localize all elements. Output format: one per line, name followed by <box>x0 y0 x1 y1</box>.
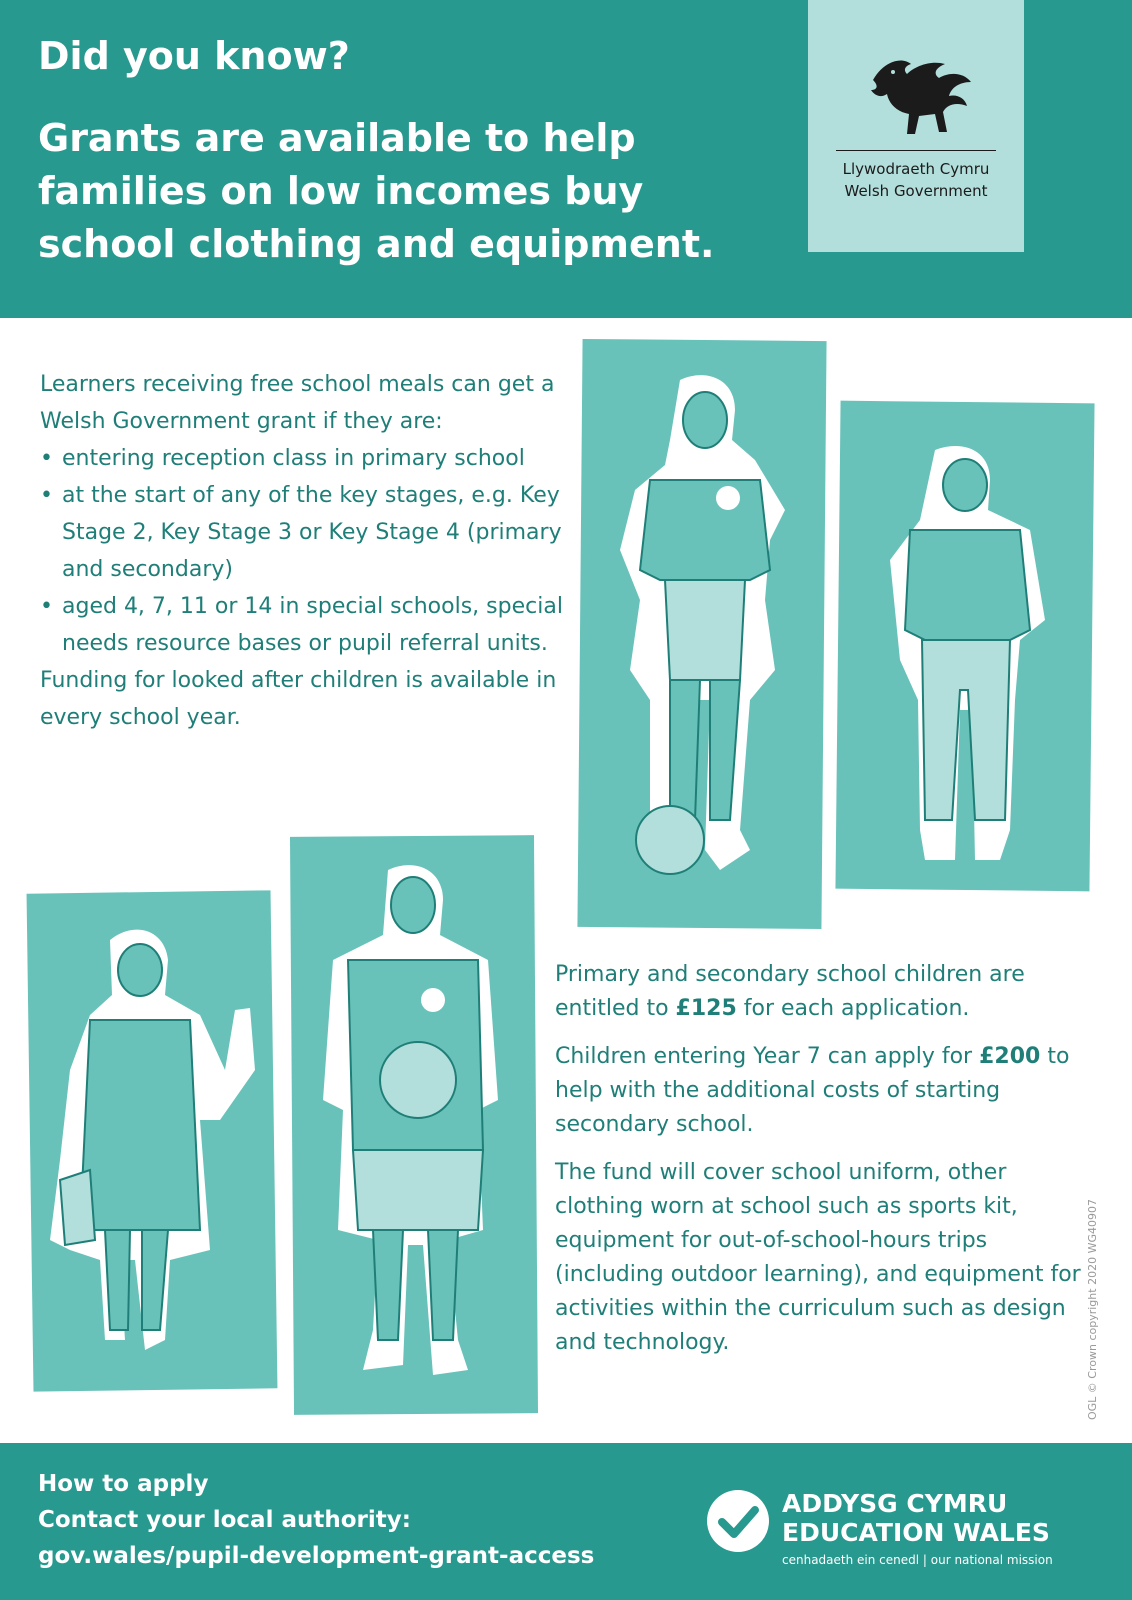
eligibility-lead: Learners receiving free school meals can get a Welsh Government grant if they are: <box>40 372 555 434</box>
grant-text: Children entering Year 7 can apply for <box>555 1044 980 1069</box>
logo-line-english: Welsh Government <box>844 182 988 200</box>
contact-instruction: Contact your local authority: <box>38 1507 411 1533</box>
welsh-dragon-icon <box>853 42 979 142</box>
logo-divider <box>836 150 996 151</box>
boy-with-ball-illustration <box>318 860 518 1390</box>
education-wales-tagline: cenhadaeth ein cenedl | our national mission <box>782 1553 1053 1567</box>
looked-after-note: Funding for looked after children is available in every school year. <box>40 668 557 730</box>
eligibility-item: • at the start of any of the key stages, e.g. Key Stage 2, Key Stage 3 or Key Stage 4 (primary and secondary) <box>40 477 580 588</box>
header-banner <box>0 0 1132 318</box>
schoolgirl-waving-illustration <box>50 920 260 1370</box>
grant-amount-125: £125 <box>675 996 737 1021</box>
grant-details-section <box>555 958 1095 1374</box>
education-wales-welsh: ADDYSG CYMRU <box>782 1489 1008 1518</box>
education-wales-english: EDUCATION WALES <box>782 1518 1050 1547</box>
grant-text: for each application. <box>736 996 970 1021</box>
girl-with-football-illustration <box>610 370 800 910</box>
eligibility-list <box>40 440 580 662</box>
grant-amount-year7 <box>555 1040 1095 1142</box>
grant-text: Primary and secondary school children are entitled to <box>555 962 1025 1021</box>
logo-line-welsh: Llywodraeth Cymru <box>842 160 990 178</box>
checkmark-circle-icon <box>706 1489 770 1553</box>
copyright-notice: OGL © Crown copyright 2020 WG40907 <box>1086 1199 1099 1420</box>
grant-amount-200: £200 <box>979 1044 1041 1069</box>
eligibility-item: • entering reception class in primary school <box>40 440 580 477</box>
welsh-government-logo <box>808 0 1024 252</box>
how-to-apply-heading: How to apply <box>38 1471 209 1497</box>
fund-coverage: The fund will cover school uniform, other clothing worn at school such as sports kit, equipment for out-of-school-hours trips (including outdoor learning), and equipment for activities within the curriculum such as design and technology. <box>555 1160 1081 1355</box>
grant-text: to help with the additional costs of starting secondary school. <box>555 1044 1070 1137</box>
logo-wordmark <box>808 158 1024 202</box>
eligibility-item: • aged 4, 7, 11 or 14 in special schools, special needs resource bases or pupil referral units. <box>40 588 580 662</box>
schoolboy-with-bag-illustration <box>880 440 1060 880</box>
apply-link[interactable]: gov.wales/pupil-development-grant-access <box>38 1543 595 1569</box>
grant-amount-primary-secondary <box>555 958 1095 1026</box>
kicker-heading: Did you know? <box>38 34 350 78</box>
eligibility-section <box>40 366 580 736</box>
footer-banner <box>0 1443 1132 1600</box>
page-title: Grants are available to help families on low incomes buy school clothing and equipment. <box>38 116 715 266</box>
